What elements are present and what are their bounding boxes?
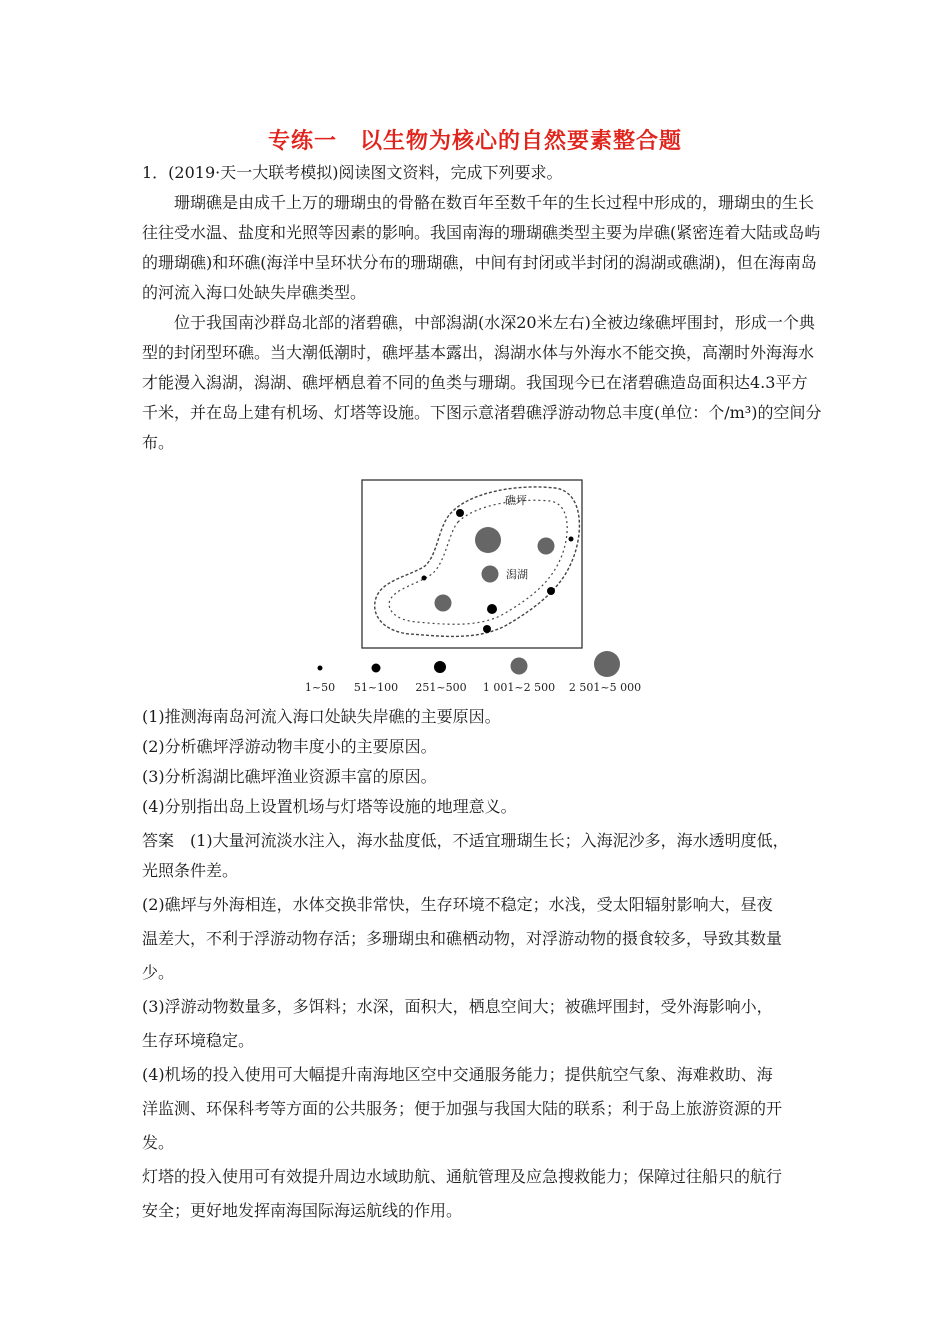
subquestion-3: (3)分析潟湖比礁坪渔业资源丰富的原因。 (142, 767, 437, 786)
answer-block (142, 826, 822, 1226)
sample-point (435, 595, 452, 612)
map-frame (362, 480, 582, 648)
legend-label-5: 2 501~5 000 (568, 681, 642, 694)
answer-line: 答案 (1)大量河流淡水注入，海水盐度低，不适宜珊瑚生长；入海泥沙多，海水透明度低， (142, 831, 789, 850)
paragraph-2: 位于我国南沙群岛北部的渚碧礁，中部潟湖(水深20米左右)全被边缘礁坪围封，形成一个典型的封闭型环礁。当大潮低潮时，礁坪基本露出，潟湖水体与外海水不能交换，高潮时外海海水才能漫入潟湖，潟湖、礁坪栖息着不同的鱼类与珊瑚。我国现今已在渚碧礁造岛面积达4.3平方千米，并在岛上建有机场、灯塔等设施。下图示意渚碧礁浮游动物总丰度(单位：个/m³)的空间分布。 (142, 313, 822, 452)
sample-point (483, 625, 491, 633)
legend-label-2: 51~100 (353, 681, 399, 694)
question-block (142, 158, 822, 458)
sample-point (538, 538, 555, 555)
subquestion-4: (4)分别指出岛上设置机场与灯塔等设施的地理意义。 (142, 797, 517, 816)
answer-line: 少。 (142, 963, 175, 982)
sample-point (569, 537, 574, 542)
sample-point (422, 576, 427, 581)
legend-symbol-3 (434, 661, 446, 673)
sample-point (487, 604, 497, 614)
legend-label-3: 251~500 (415, 681, 467, 694)
answer-line: (3)浮游动物数量多，多饵料；水深，面积大，栖息空间大；被礁坪围封，受外海影响小， (142, 997, 773, 1016)
label-lagoon: 潟湖 (506, 568, 528, 581)
answer-line: 洋监测、环保科考等方面的公共服务；便于加强与我国大陆的联系；利于岛上旅游资源的开 (142, 1099, 783, 1118)
legend-symbol-2 (372, 664, 381, 673)
subquestion-1: (1)推测海南岛河流入海口处缺失岸礁的主要原因。 (142, 707, 501, 726)
sample-point (475, 527, 501, 553)
reef-inner-edge (389, 500, 567, 624)
legend-label-4: 1 001~2 500 (482, 681, 556, 694)
sample-point (482, 566, 499, 583)
paragraph-1: 珊瑚礁是由成千上万的珊瑚虫的骨骼在数百年至数千年的生长过程中形成的，珊瑚虫的生长往往受水温、盐度和光照等因素的影响。我国南海的珊瑚礁类型主要为岸礁(紧密连着大陆或岛屿的珊瑚礁)和环礁(海洋中呈环状分布的珊瑚礁，中间有封闭或半封闭的潟湖或礁湖)，但在海南岛的河流入海口处缺失岸礁类型。 (142, 193, 821, 302)
label-reef-flat: 礁坪 (505, 494, 527, 507)
legend-symbol-5 (594, 651, 620, 677)
subquestions-block (142, 702, 822, 822)
answer-line: 灯塔的投入使用可有效提升周边水域助航、通航管理及应急搜救能力；保障过往船只的航行 (142, 1167, 783, 1186)
answer-line: 生存环境稳定。 (142, 1031, 255, 1050)
answer-line: 发。 (142, 1133, 175, 1152)
answer-line: (2)礁坪与外海相连，水体交换非常快，生存环境不稳定；水浅，受太阳辐射影响大，昼夜 (142, 895, 773, 914)
legend-label-1: 1~50 (304, 681, 336, 694)
answer-line: 光照条件差。 (142, 861, 239, 880)
sample-point (547, 587, 555, 595)
legend-symbol-1 (318, 666, 323, 671)
zooplankton-map-figure (300, 476, 650, 696)
answer-line: (4)机场的投入使用可大幅提升南海地区空中交通服务能力；提供航空气象、海难救助、海 (142, 1065, 773, 1084)
reef-outer-edge (375, 487, 580, 636)
legend-symbol-4 (511, 658, 528, 675)
sample-point (456, 509, 464, 517)
answer-line: 安全；更好地发挥南海国际海运航线的作用。 (142, 1201, 463, 1220)
page-title: 专练一 以生物为核心的自然要素整合题 (267, 129, 682, 154)
subquestion-2: (2)分析礁坪浮游动物丰度小的主要原因。 (142, 737, 437, 756)
question-intro: 1．(2019·天一大联考模拟)阅读图文资料，完成下列要求。 (142, 163, 563, 182)
answer-line: 温差大，不利于浮游动物存活；多珊瑚虫和礁栖动物，对浮游动物的摄食较多，导致其数量 (142, 929, 783, 948)
